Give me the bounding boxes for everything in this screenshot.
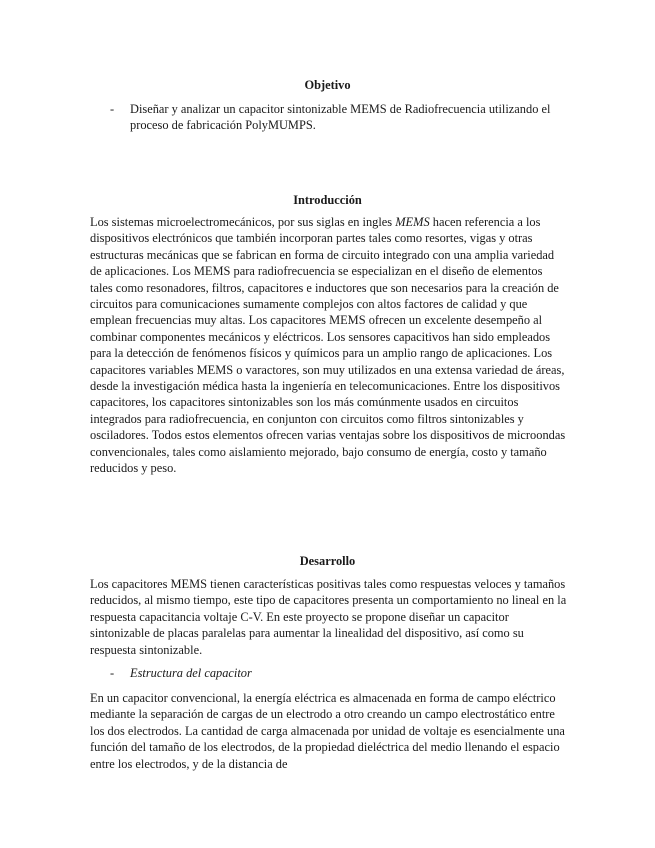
estructura-bullet [110,665,568,681]
desarrollo-paragraph-2: En un capacitor convencional, la energía eléctrica es almacenada en forma de campo eléctrico mediante la separación de cargas de un electrodo a otro creando un campo electrostático entre los dos electrodos. La cantidad de carga almacenada por unidad de voltaje es esencialmente una función del tamaño de los electrodos, de la propiedad dieléctrica del medio llenando el espacio entre los electrodos, y de la distancia de [90,691,565,771]
estructura-bullet-text: Estructura del capacitor [130,666,252,680]
objetivo-bullet [110,101,560,134]
desarrollo-heading: Desarrollo [299,554,356,568]
intro-text-start: Los sistemas microelectromecánicos, por sus siglas en ingles [90,215,396,229]
desarrollo-paragraph-1: Los capacitores MEMS tienen características positivas tales como respuestas veloces y tamaños reducidos, al mismo tiempo, este tipo de capacitores presenta un comportamiento no lineal en la respuesta capacitancia voltaje C-V. En este proyecto se propone diseñar un capacitor sintonizable de placas paralelas para aumentar la linealidad del dispositivo, así como su respuesta sintonizable. [90,577,567,657]
bullet-dash: - [110,102,115,116]
objetivo-bullet-text: Diseñar y analizar un capacitor sintonizable MEMS de Radiofrecuencia utilizando el proceso de fabricación PolyMUMPS. [130,102,551,133]
objetivo-heading: Objetivo [304,78,351,92]
intro-mems-emphasis: MEMS [395,215,430,229]
introduccion-paragraph [90,214,568,477]
bullet-dash: - [110,666,115,680]
intro-text-rest: hacen referencia a los dispositivos electrónicos que también incorporan partes tales como resortes, vigas y otras estructuras mecánicas que se fabrican en forma de circuito integrado con una amplia variedad de aplicaciones. Los MEMS para radiofrecuencia se especializan en el diseño de elementos tales como resonadores, filtros, capacitores e inductores que son necesarios para la creación de circuitos para comunicaciones sumamente complejos con altos factores de calidad y que emplean frecuencias muy altas. Los capacitores MEMS ofrecen un excelente desempeño al combinar componentes mecánicos y eléctricos. Los sensores capacitivos han sido empleados para la detección de fenómenos físicos y químicos para un amplio rango de aplicaciones. Los capacitores variables MEMS o varactores, son muy utilizados en una extensa variedad de áreas, desde la investigación médica hasta la ingeniería en telecomunicaciones. Entre los dispositivos capacitores, los capacitores sintonizables son los más comúnmente usados en circuitos integrados para radiofrecuencia, en conjunton con circuitos como filtros sintonizables y osciladores. Todos estos elementos ofrecen varias ventajas sobre los dispositivos de microondas convencionales, tales como aislamiento mejorado, bajo consumo de energía, costo y tamaño reducidos y peso. [90,215,566,476]
introduccion-heading: Introducción [293,193,362,207]
